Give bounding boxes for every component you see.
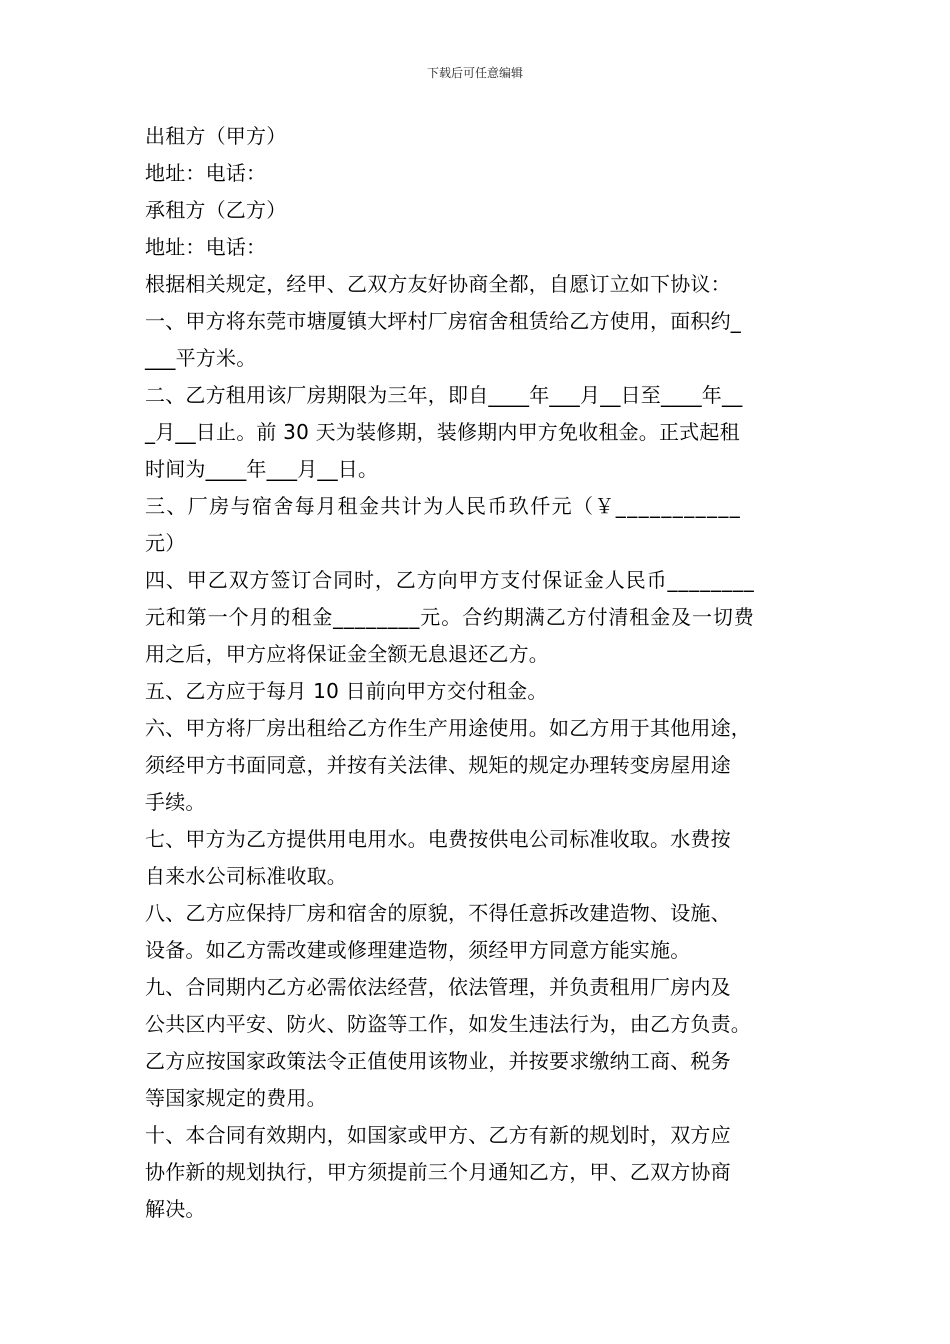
clause-10-line-3: 解决。 — [145, 1197, 206, 1221]
clause-6-line-1: 六、甲方将厂房出租给乙方作生产用途使用。如乙方用于其他用途， — [145, 716, 751, 740]
clause-8-line-2: 设备。如乙方需改建或修理建造物，须经甲方同意方能实施。 — [145, 938, 691, 962]
page-header-note: 下载后可任意编辑 — [426, 66, 523, 80]
lessee-address-phone-line: 地址：电话： — [145, 235, 267, 259]
clause-10-line-1: 十、本合同有效期内，如国家或甲方、乙方有新的规划时，双方应 — [145, 1123, 731, 1147]
clause-7-line-2: 自来水公司标准收取。 — [145, 864, 347, 888]
clause-6-line-2: 须经甲方书面同意，并按有关法律、规矩的规定办理转变房屋用途 — [145, 753, 731, 777]
clause-7-line-1: 七、甲方为乙方提供用电用水。电费按供电公司标准收取。水费按 — [145, 827, 731, 851]
clause-4-line-3: 用之后，甲方应将保证金全额无息退还乙方。 — [145, 642, 549, 666]
clause-2-line-3: 时间为____年___月__日。 — [145, 457, 379, 481]
document-body — [145, 118, 810, 1228]
clause-2-line-2: _月__日止。前 30 天为装修期，装修期内甲方免收租金。正式起租 — [145, 420, 740, 444]
clause-4-line-2: 元和第一个月的租金________元。合约期满乙方付清租金及一切费 — [145, 605, 755, 629]
clause-5-line: 五、乙方应于每月 10 日前向甲方交付租金。 — [145, 679, 548, 703]
lessor-address-phone-line: 地址：电话： — [145, 161, 267, 185]
clause-9-line-1: 九、合同期内乙方必需依法经营，依法管理，并负责租用厂房内及 — [145, 975, 731, 999]
lessee-line: 承租方（乙方） — [145, 198, 287, 222]
lessor-line: 出租方（甲方） — [145, 124, 287, 148]
clause-3-line-1: 三、厂房与宿舍每月租金共计为人民币玖仟元（￥___________ — [145, 494, 742, 518]
clause-4-line-1: 四、甲乙双方签订合同时，乙方向甲方支付保证金人民币________ — [145, 568, 755, 592]
clause-1-line-2: ___平方米。 — [145, 346, 257, 370]
clause-8-line-1: 八、乙方应保持厂房和宿舍的原貌，不得任意拆改建造物、设施、 — [145, 901, 731, 925]
clause-9-line-2: 公共区内平安、防火、防盗等工作，如发生违法行为，由乙方负责。 — [145, 1012, 751, 1036]
clause-3-line-2: 元） — [145, 531, 186, 555]
clause-2-line-1: 二、乙方租用该厂房期限为三年，即自____年___月__日至____年__ — [145, 383, 743, 407]
preamble-line: 根据相关规定，经甲、乙双方友好协商全都，自愿订立如下协议： — [145, 272, 731, 296]
clause-9-line-4: 等国家规定的费用。 — [145, 1086, 327, 1110]
clause-6-line-3: 手续。 — [145, 790, 206, 814]
clause-9-line-3: 乙方应按国家政策法令正值使用该物业，并按要求缴纳工商、税务 — [145, 1049, 731, 1073]
clause-1-line-1: 一、甲方将东莞市塘厦镇大坪村厂房宿舍租赁给乙方使用，面积约_ — [145, 309, 741, 333]
clause-10-line-2: 协作新的规划执行，甲方须提前三个月通知乙方，甲、乙双方协商 — [145, 1160, 731, 1184]
